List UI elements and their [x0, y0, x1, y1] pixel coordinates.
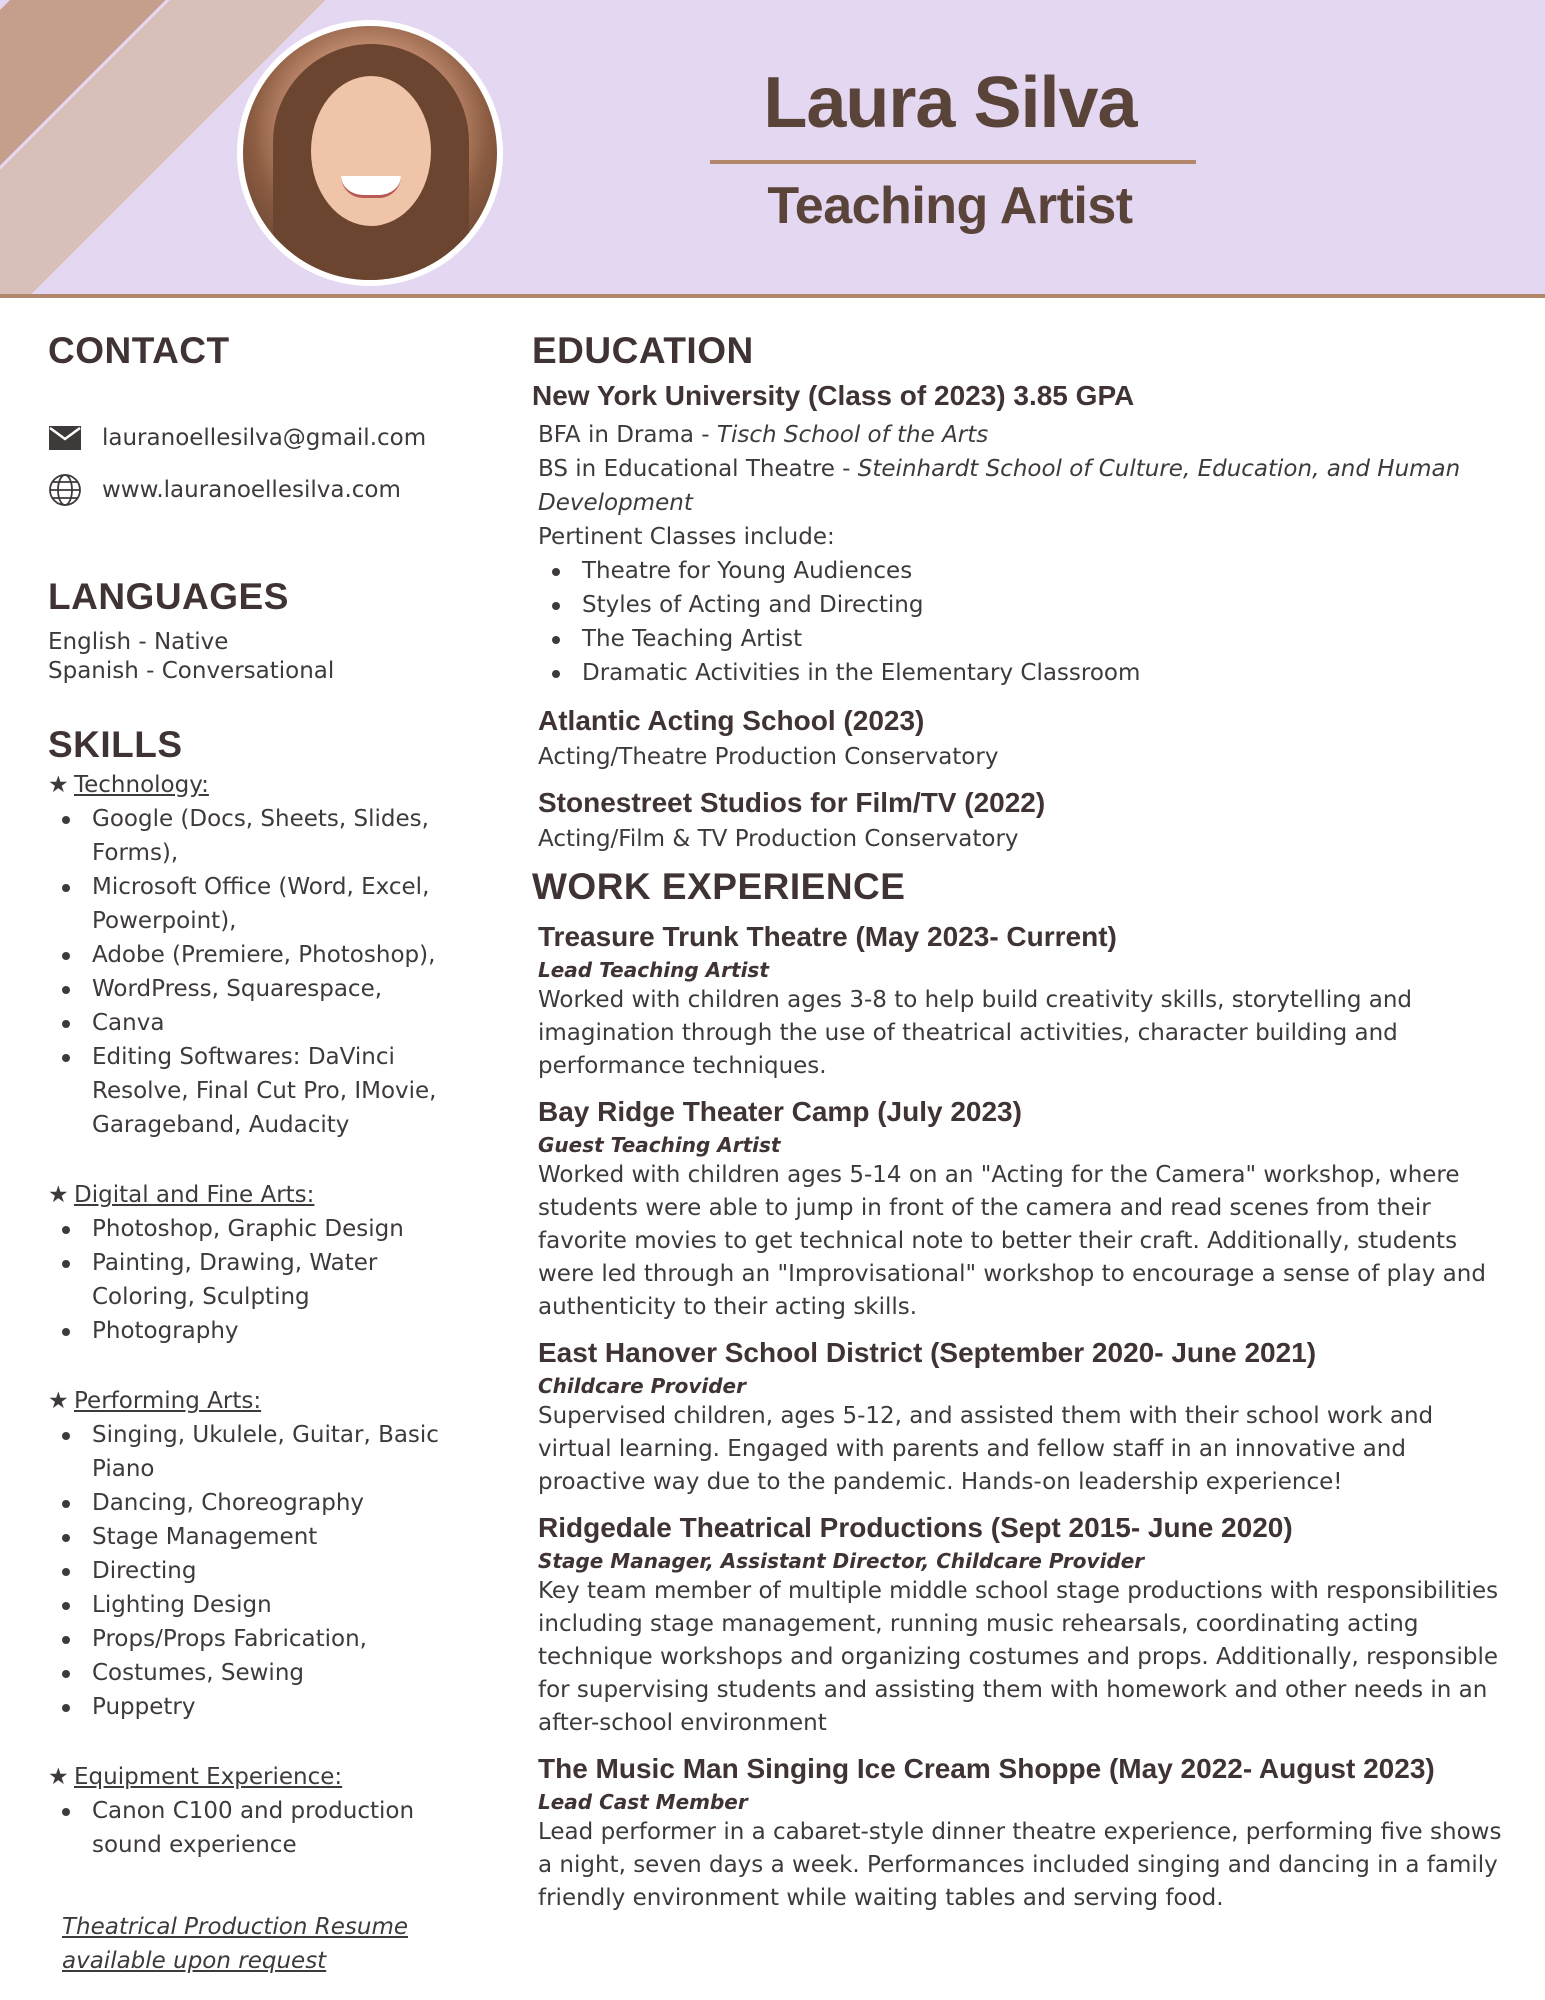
skill-category-digital-fine-arts: ★ Digital and Fine Arts: — [48, 1178, 478, 1212]
education-program: Acting/Theatre Production Conservatory — [538, 744, 999, 770]
job-entry — [532, 1334, 1502, 1499]
class-item: Styles of Acting and Directing — [532, 588, 1502, 622]
star-icon: ★ — [48, 1388, 69, 1414]
job-entry — [532, 1750, 1502, 1915]
job-role: Lead Cast Member — [538, 1790, 748, 1814]
job-role: Guest Teaching Artist — [538, 1133, 781, 1157]
skill-item: Editing Softwares: DaVinci Resolve, Final Cut Pro, IMovie, Garageband, Audacity — [48, 1040, 478, 1142]
class-item: Theatre for Young Audiences — [532, 554, 1502, 588]
name-divider — [710, 160, 1196, 164]
website-text: www.lauranoellesilva.com — [102, 477, 401, 503]
language-item: English - Native — [48, 629, 229, 655]
skill-item: Google (Docs, Sheets, Slides, Forms), — [48, 802, 478, 870]
skill-item: Canva — [48, 1006, 478, 1040]
skill-item: Singing, Ukulele, Guitar, Basic Piano — [48, 1418, 478, 1486]
skill-item: Photography — [48, 1314, 478, 1348]
job-title: Bay Ridge Theater Camp (July 2023) — [538, 1096, 1022, 1127]
job-title: Treasure Trunk Theatre (May 2023- Current) — [538, 921, 1117, 952]
degree-line: BS in Educational Theatre - Steinhardt School of Culture, Education, and Human Development — [538, 456, 1461, 516]
skill-item: Canon C100 and production sound experience — [48, 1794, 478, 1862]
skills-heading: SKILLS — [48, 724, 183, 765]
contact-heading: CONTACT — [48, 330, 230, 371]
education-school: Atlantic Acting School (2023) — [538, 705, 925, 736]
skill-item: Adobe (Premiere, Photoshop), — [48, 938, 478, 972]
job-entry — [532, 1093, 1502, 1324]
star-icon: ★ — [48, 772, 69, 798]
classes-list — [532, 554, 1502, 690]
degree-line: BFA in Drama - Tisch School of the Arts — [538, 422, 989, 448]
job-description: Lead performer in a cabaret-style dinner theatre experience, performing five shows a night, seven days a week. Performances included singing and dancing in a family friendly environment while waiting tables and serving food. — [538, 1819, 1502, 1911]
job-entry — [532, 1509, 1502, 1740]
skill-item: Painting, Drawing, Water Coloring, Sculpting — [48, 1246, 478, 1314]
job-description: Worked with children ages 3-8 to help build creativity skills, storytelling and imagination through the use of theatrical activities, character building and performance techniques. — [538, 987, 1412, 1079]
education-school: Stonestreet Studios for Film/TV (2022) — [538, 787, 1046, 818]
right-column — [532, 330, 1502, 1915]
skill-category-performing-arts: ★ Performing Arts: — [48, 1384, 478, 1418]
resume-title: Teaching Artist — [767, 177, 1133, 235]
language-item: Spanish - Conversational — [48, 658, 335, 684]
skill-item: WordPress, Squarespace, — [48, 972, 478, 1006]
resume-name: Laura Silva — [763, 63, 1137, 143]
skill-item: Puppetry — [48, 1690, 478, 1724]
skill-list-technology — [48, 802, 478, 1142]
skill-category-technology: ★ Technology: — [48, 768, 478, 802]
envelope-icon — [48, 421, 82, 455]
job-role: Childcare Provider — [538, 1374, 746, 1398]
job-description: Key team member of multiple middle school stage productions with responsibilities including stage management, running music rehearsals, coordinating acting technique workshops and organizing costumes and props. Additionally, responsible for supervising students and assisting them with homework and other needs in an after-school environment — [538, 1578, 1499, 1736]
globe-icon — [48, 473, 82, 507]
job-entry — [532, 918, 1502, 1083]
star-icon: ★ — [48, 1764, 69, 1790]
job-title: The Music Man Singing Ice Cream Shoppe (May 2022- August 2023) — [538, 1753, 1435, 1784]
skill-item: Lighting Design — [48, 1588, 478, 1622]
classes-label: Pertinent Classes include: — [538, 524, 835, 550]
skill-list-equipment — [48, 1794, 478, 1862]
skill-list-digital-fine-arts — [48, 1212, 478, 1348]
skill-item: Microsoft Office (Word, Excel, Powerpoint), — [48, 870, 478, 938]
contact-email[interactable] — [48, 412, 478, 464]
skill-category-equipment: ★ Equipment Experience: — [48, 1760, 478, 1794]
education-heading: EDUCATION — [532, 330, 754, 371]
languages-heading: LANGUAGES — [48, 576, 289, 617]
education-program: Acting/Film & TV Production Conservatory — [538, 826, 1019, 852]
skill-item: Directing — [48, 1554, 478, 1588]
email-text: lauranoellesilva@gmail.com — [102, 425, 427, 451]
skill-list-performing-arts — [48, 1418, 478, 1724]
job-title: East Hanover School District (September 2020- June 2021) — [538, 1337, 1317, 1368]
star-icon: ★ — [48, 1182, 69, 1208]
job-description: Worked with children ages 5-14 on an "Acting for the Camera" workshop, where students were able to jump in front of the camera and read scenes from their favorite movies to get technical note to better their craft. Additionally, students were led through an "Improvisational" workshop to encourage a sense of play and authenticity to their acting skills. — [538, 1162, 1486, 1320]
work-experience-heading: WORK EXPERIENCE — [532, 866, 906, 907]
header-banner — [0, 0, 1545, 298]
contact-website[interactable] — [48, 464, 478, 516]
skill-item: Photoshop, Graphic Design — [48, 1212, 478, 1246]
job-role: Lead Teaching Artist — [538, 958, 769, 982]
resume-request-note: Theatrical Production Resume available upon request — [62, 1914, 409, 1974]
job-title: Ridgedale Theatrical Productions (Sept 2015- June 2020) — [538, 1512, 1293, 1543]
left-column — [48, 330, 478, 1862]
class-item: Dramatic Activities in the Elementary Classroom — [532, 656, 1502, 690]
job-description: Supervised children, ages 5-12, and assisted them with their school work and virtual learning. Engaged with parents and fellow staff in an innovative and proactive way due to the pandemic. Hands-on leadership experience! — [538, 1403, 1434, 1495]
education-school: New York University (Class of 2023) 3.85 GPA — [532, 380, 1135, 411]
skill-item: Dancing, Choreography — [48, 1486, 478, 1520]
skill-item: Props/Props Fabrication, — [48, 1622, 478, 1656]
class-item: The Teaching Artist — [532, 622, 1502, 656]
profile-photo — [237, 20, 503, 286]
skill-item: Costumes, Sewing — [48, 1656, 478, 1690]
job-role: Stage Manager, Assistant Director, Childcare Provider — [538, 1549, 1145, 1573]
skill-item: Stage Management — [48, 1520, 478, 1554]
